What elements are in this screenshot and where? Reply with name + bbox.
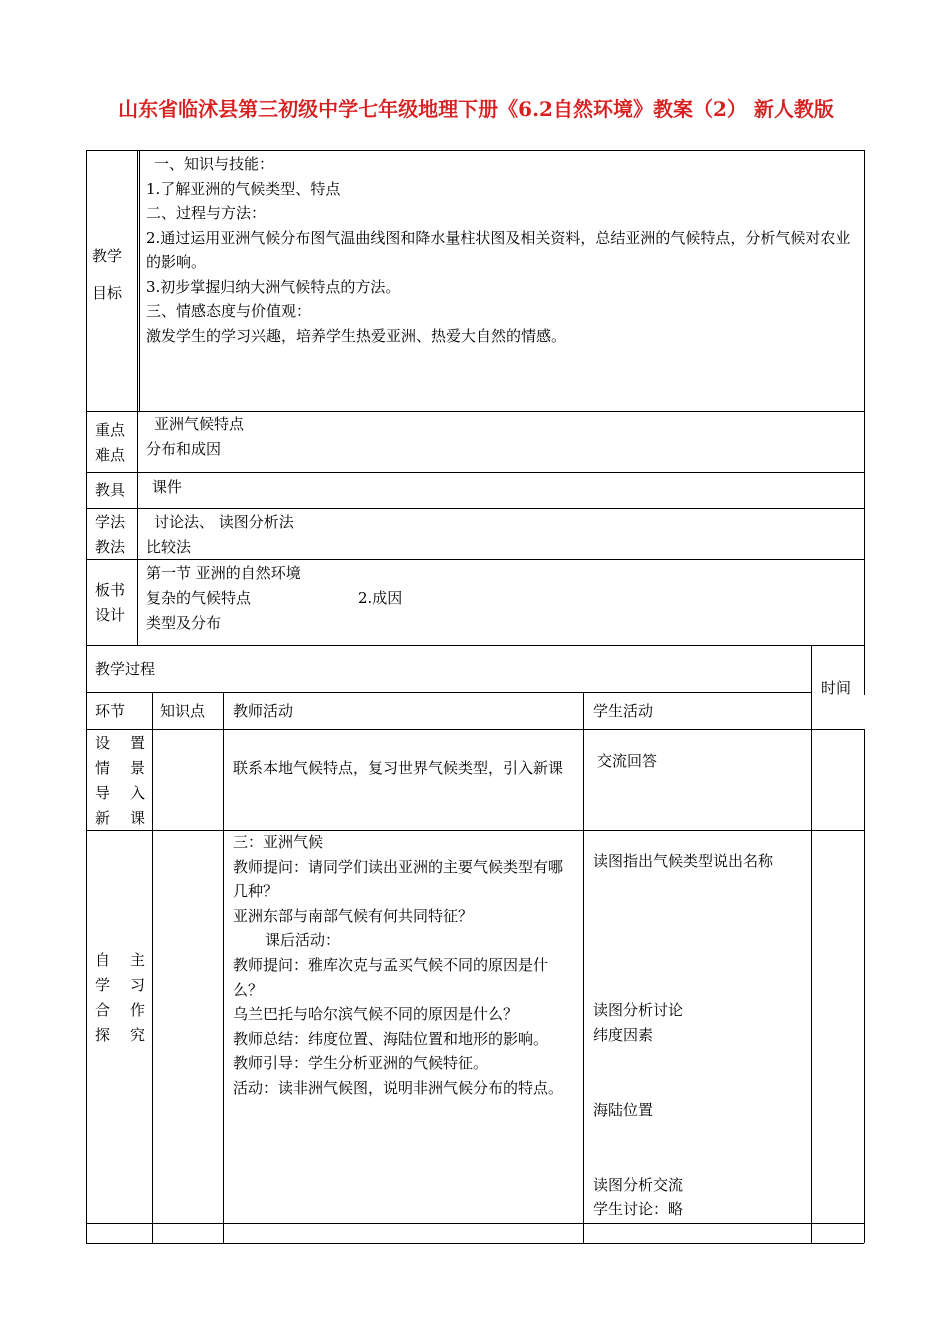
- tools-value: 课件: [152, 478, 183, 496]
- objective-line: 一、知识与技能：: [154, 155, 275, 173]
- objectives-label-line: 教学: [92, 247, 123, 265]
- stage-line: 探究: [95, 1026, 145, 1044]
- grid-line: [86, 1243, 864, 1244]
- methods-label: [95, 510, 135, 560]
- teacher-line: 乌兰巴托与哈尔滨气候不同的原因是什么？: [233, 1005, 519, 1024]
- student-activity: 读图分析讨论: [593, 1001, 684, 1019]
- teacher-line: 课后活动：: [265, 931, 341, 950]
- table-row: [95, 948, 145, 1048]
- student-activity: 海陆位置: [593, 1101, 654, 1119]
- student-activity: 读图分析交流: [593, 1176, 684, 1194]
- teacher-activity: 联系本地气候特点，复习世界气候类型，引入新课: [233, 759, 564, 777]
- stage-line: 导入: [95, 784, 145, 802]
- board-line: [146, 586, 858, 611]
- grid-line: [86, 150, 87, 1243]
- grid-line: [86, 150, 864, 151]
- objectives-content: [146, 152, 858, 348]
- teacher-line: 教师引导：学生分析亚洲的气候特征。: [233, 1054, 489, 1073]
- stage-line: 合作: [95, 1001, 145, 1019]
- methods-label-line: 教法: [95, 538, 126, 556]
- key-point-line: 分布和成因: [146, 440, 222, 458]
- teacher-line: 亚洲东部与南部气候有何共同特征？: [233, 906, 474, 925]
- stage-line: 情景: [95, 759, 145, 777]
- grid-line: [864, 150, 865, 695]
- table-row: [95, 731, 145, 831]
- teacher-line: 教师提问：请同学们读出亚洲的主要气候类型有哪几种？: [233, 857, 564, 901]
- grid-line: [152, 692, 153, 1243]
- grid-line: [811, 645, 812, 1243]
- time-label: 时间: [821, 679, 852, 697]
- methods-label-line: 学法: [95, 513, 126, 531]
- grid-line: [86, 508, 864, 509]
- objective-line: 激发学生的学习兴趣，培养学生热爱亚洲、热爱大自然的情感。: [146, 326, 567, 345]
- column-header: 环节: [95, 702, 126, 720]
- grid-line: [86, 729, 864, 730]
- grid-line: [223, 692, 224, 1243]
- grid-line: [137, 411, 138, 645]
- objective-line: 3.初步掌握归纳大洲气候特点的方法。: [146, 277, 401, 296]
- grid-line: [583, 692, 584, 1243]
- key-points-label: [95, 418, 135, 468]
- board-line: 类型及分布: [146, 614, 222, 632]
- student-activity: 学生讨论：略: [593, 1200, 684, 1218]
- grid-line: [86, 1223, 864, 1224]
- objective-line: 二、过程与方法：: [146, 204, 267, 222]
- stage-line: 新课: [95, 809, 145, 827]
- board-label-line: 设计: [95, 606, 126, 624]
- teacher-line: 教师总结：纬度位置、海陆位置和地形的影响。: [233, 1029, 549, 1048]
- key-points-content: [146, 412, 858, 462]
- stage-line: 学习: [95, 976, 145, 994]
- board-line-left: 复杂的气候特点: [146, 589, 252, 607]
- stage-line: 自主: [95, 951, 145, 969]
- teacher-activity: [233, 830, 577, 1101]
- method-line: 比较法: [146, 538, 192, 556]
- grid-line: [864, 729, 865, 1243]
- stage-line: 设置: [95, 734, 145, 752]
- grid-line: [86, 472, 864, 473]
- column-header: 学生活动: [593, 702, 654, 720]
- methods-content: [146, 510, 858, 560]
- key-points-label-line: 重点: [95, 421, 126, 439]
- column-header: 教师活动: [233, 702, 294, 720]
- grid-line: [86, 692, 811, 693]
- process-heading: 教学过程: [95, 660, 156, 678]
- board-content: [146, 561, 858, 636]
- board-label-line: 板书: [95, 581, 126, 599]
- teacher-line: 三：亚洲气候: [233, 833, 324, 851]
- teacher-line: 活动：读非洲气候图，说明非洲气候分布的特点。: [233, 1078, 564, 1097]
- objective-line: 1.了解亚洲的气候类型、特点: [146, 179, 341, 198]
- student-activity: 交流回答: [597, 752, 658, 770]
- teacher-line: 教师提问：雅库次克与孟买气候不同的原因是什么？: [233, 955, 549, 999]
- board-label: [95, 578, 135, 628]
- objectives-label-line: 目标: [92, 284, 123, 302]
- student-activity: 读图指出气候类型说出名称: [593, 852, 774, 870]
- method-line: 讨论法、 读图分析法: [154, 513, 294, 531]
- objectives-label: [92, 244, 132, 306]
- key-point-line: 亚洲气候特点: [154, 415, 245, 433]
- document-title: 山东省临沭县第三初级中学七年级地理下册《6.2自然环境》教案（2） 新人教版: [118, 97, 834, 121]
- board-line: 第一节 亚洲的自然环境: [146, 564, 301, 582]
- tools-label: 教具: [95, 481, 126, 499]
- objective-line: 2.通过运用亚洲气候分布图气温曲线图和降水量柱状图及相关资料，总结亚洲的气候特点，分析气候对农业的影响。: [146, 228, 851, 271]
- student-activity: 纬度因素: [593, 1026, 654, 1044]
- column-header: 知识点: [160, 702, 206, 720]
- grid-line: [137, 150, 138, 411]
- board-line-right: 2.成因: [358, 589, 403, 607]
- grid-line: [86, 645, 864, 646]
- grid-line: [139, 150, 140, 411]
- key-points-label-line: 难点: [95, 446, 126, 464]
- objective-line: 三、情感态度与价值观：: [146, 302, 312, 320]
